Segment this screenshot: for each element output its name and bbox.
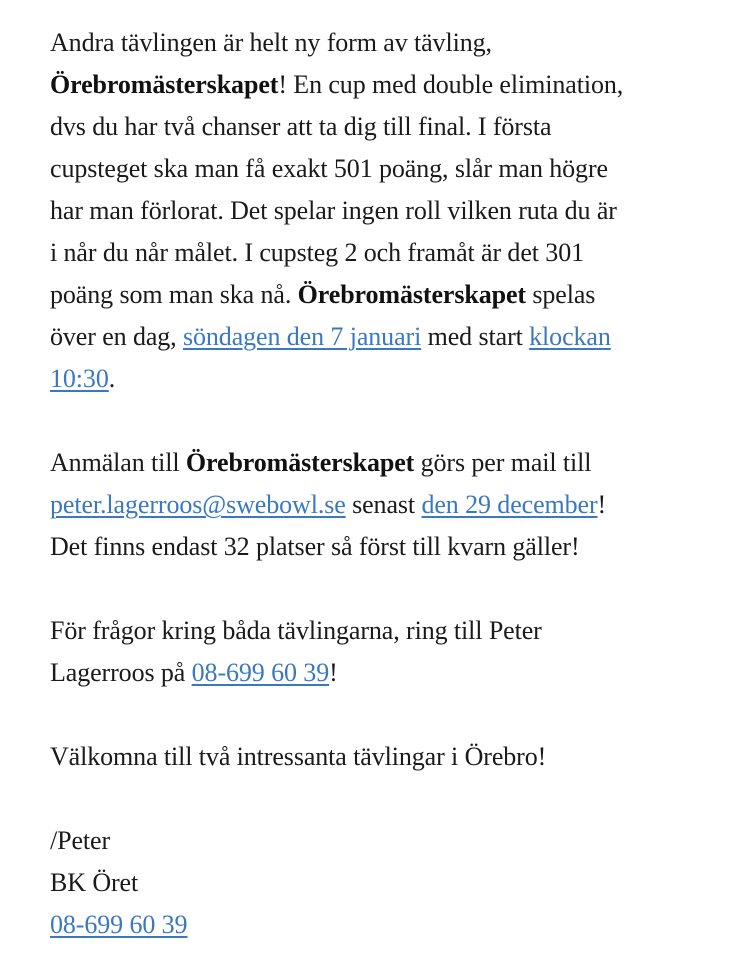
signature <box>50 820 730 946</box>
text-line <box>50 316 730 358</box>
date-link[interactable]: söndagen den 7 januari <box>182 322 422 351</box>
paragraph-welcome <box>50 736 730 778</box>
text-span: ! <box>329 658 338 687</box>
date-link[interactable]: den 29 december <box>421 490 598 519</box>
text-line: i når du når målet. I cupsteg 2 och framåt är det 301 <box>50 238 584 267</box>
message-body <box>50 22 730 946</box>
bold-text: Örebromästerskapet <box>50 70 279 99</box>
signature-club: BK Öret <box>50 868 139 897</box>
phone-link[interactable]: 08-699 60 39 <box>191 658 330 687</box>
text-span: poäng som man ska nå. <box>50 280 298 309</box>
paragraph-questions <box>50 610 730 694</box>
signature-phone-line <box>50 904 730 946</box>
text-span: ! <box>597 490 607 519</box>
text-span: . <box>108 364 116 393</box>
text-line: dvs du har två chanser att ta dig till final. I första <box>50 112 552 141</box>
text-line: Välkomna till två intressanta tävlingar i Örebro! <box>50 742 547 771</box>
text-span: med start <box>421 322 530 351</box>
text-line <box>50 442 730 484</box>
text-span: spelas <box>525 280 596 309</box>
text-line: har man förlorat. Det spelar ingen roll vilken ruta du är <box>50 196 617 225</box>
text-span: senast <box>345 490 422 519</box>
paragraph-competition-info <box>50 22 730 400</box>
text-line <box>50 64 730 106</box>
text-line: cupsteget ska man få exakt 501 poäng, slår man högre <box>50 154 608 183</box>
time-link[interactable]: 10:30 <box>50 364 109 393</box>
email-link[interactable]: peter.lagerroos@swebowl.se <box>50 490 346 519</box>
text-line <box>50 484 730 526</box>
text-line: Det finns endast 32 platser så först till kvarn gäller! <box>50 532 580 561</box>
text-line <box>50 358 730 400</box>
text-line <box>50 652 730 694</box>
bold-text: Örebromästerskapet <box>297 280 526 309</box>
paragraph-registration <box>50 442 730 568</box>
text-span: över en dag, <box>50 322 183 351</box>
signature-name: /Peter <box>50 826 111 855</box>
bold-text: Örebromästerskapet <box>185 448 415 477</box>
time-link[interactable]: klockan <box>529 322 611 351</box>
text-span: Lagerroos på <box>50 658 192 687</box>
phone-link[interactable]: 08-699 60 39 <box>50 910 188 939</box>
text-span: Anmälan till <box>50 448 186 477</box>
text-line <box>50 274 730 316</box>
text-line: Andra tävlingen är helt ny form av tävling, <box>50 28 492 57</box>
text-span: görs per mail till <box>414 448 592 477</box>
text-line: För frågor kring båda tävlingarna, ring till Peter <box>50 616 542 645</box>
text-span: ! En cup med double elimination, <box>278 70 624 99</box>
